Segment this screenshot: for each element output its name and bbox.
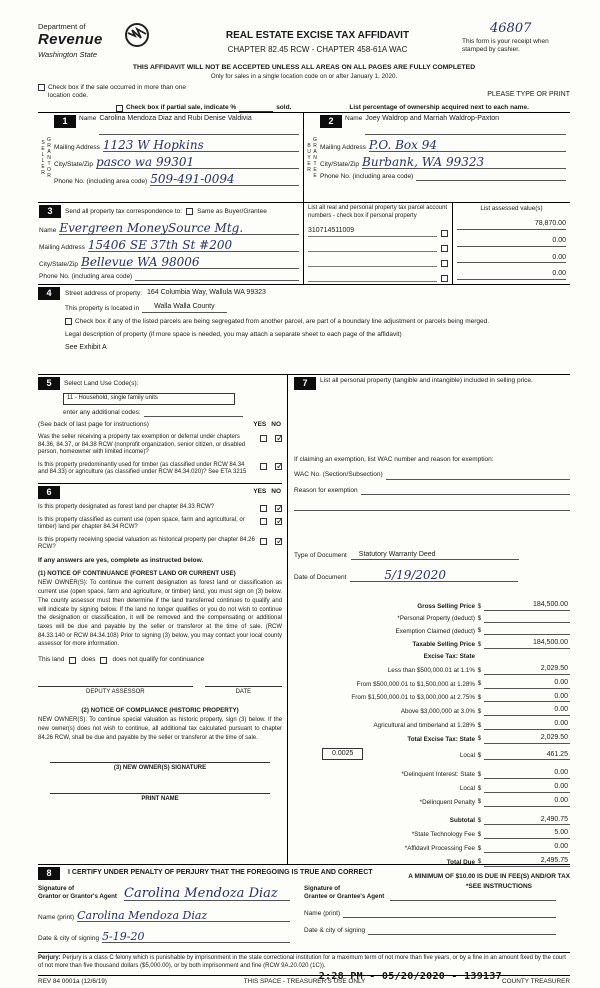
buyer-phone-label: Phone No. (including area code) (320, 173, 414, 181)
washington-state-label: Washington State (38, 50, 98, 60)
assessed-value-4[interactable]: 0.00 (457, 270, 566, 280)
seller-mailing-input[interactable]: 1123 W Hopkins (103, 139, 299, 152)
dollar-sign: $ (477, 798, 482, 806)
parcel-number-input-2[interactable] (308, 244, 437, 252)
dollar-sign: $ (477, 735, 482, 743)
dollar-sign: $ (477, 844, 482, 852)
seller-city-label: City/State/Zip (54, 161, 94, 169)
buyer-mailing-input[interactable]: P.O. Box 94 (369, 139, 566, 152)
assessed-value-3[interactable]: 0.00 (457, 254, 566, 264)
buyer-city-label: City/State/Zip (320, 161, 360, 169)
grantor-signature-input[interactable]: Carolina Mendoza Diaz (124, 887, 290, 901)
notice-compliance-text: NEW OWNER(S): To continue special valuation as historic property, sign (3) below. If the new owner(s) does not wish to continue, all additional tax calculated pursuant to chapter 84.26 RCW, shall be due and payable by the seller or transferor at the time of sale. (38, 717, 283, 741)
assessor-date-line[interactable] (205, 686, 282, 687)
buyer-name-input[interactable]: Joey Waldrop and Marriah Waldrop-Paxton (365, 115, 566, 135)
dollar-sign: $ (477, 694, 482, 702)
tier1-row (294, 665, 570, 675)
department-of-label: Department of (38, 22, 86, 31)
grantor-certification-column (38, 885, 304, 943)
rev-number: REV 84 0001a (12/6/19) (38, 978, 107, 986)
buyer-mailing-label: Mailing Address (320, 144, 366, 152)
warning-line: THIS AFFIDAVIT WILL NOT BE ACCEPTED UNLESS ALL AREAS ON ALL PAGES ARE FULLY COMPLETED (132, 64, 476, 71)
partial-sale-label: Check box if partial sale, indicate % (126, 104, 237, 112)
seller-name-label: Name (79, 115, 97, 123)
grantee-name-print-label: Name (print) (304, 909, 341, 917)
agency-block (38, 22, 173, 60)
subtotal-row (294, 816, 570, 826)
located-county-value[interactable]: Walla Walla County (142, 303, 227, 313)
assessed-header-label: List assessed value(s) (480, 205, 543, 213)
total-due-label: Total Due (446, 858, 475, 866)
state-technology-fee-row (294, 829, 570, 839)
state-technology-fee-label: *State Technology Fee (411, 831, 475, 839)
notice-continuance-text: NEW OWNER(S): To continue the current designation as forest land or classification as current use (open space, farm and agriculture, or timber) land, you must sign on (3) below. The county assessor must then determine if the land transferred continues to qualify and will indicate by signing below. If the land no longer qualifies or you do not wish to continue the designation or classification, it will be removed and the compensating or additional taxes will be due and payable by the seller or transferor at the time of sale. (RCW 84.33.140 or RCW 84.34.108) Prior to signing (3) below, you may contact your local county assessor for more information. (38, 580, 283, 648)
agland-row (294, 720, 570, 730)
local-tax-row (294, 748, 570, 761)
perjury-text: Perjury is a class C felony which is punishable by imprisonment in the state correctional institution for a maximum term of not more than five years, or by a fine in an amount fixed by the court of not more than five thousand dollars ($5,000.00), or by both imprisonment and fine (RCW 9A.20.020 (1C)). (38, 955, 566, 969)
dollar-sign: $ (477, 721, 482, 729)
does-not-label: does not qualify for continuance (112, 655, 205, 663)
dollar-sign: $ (477, 641, 482, 649)
land-use-select[interactable]: 11 - Household, single family units (63, 393, 235, 405)
receipt-block (462, 22, 570, 54)
seller-phone-input[interactable]: 509-491-0094 (150, 173, 299, 186)
parcel-number-input-3[interactable] (308, 259, 437, 267)
timber-question: Is this property predominantly used for timber (as classified under RCW 84.34 and 84.33) or agriculture (as classified under RCW 84.34.020)? See ETA 3215 (38, 461, 247, 476)
yes-header: YES (253, 420, 267, 428)
dollar-sign: $ (477, 603, 482, 611)
legal-description-value[interactable]: See Exhibit A (65, 344, 107, 352)
subtotal-label: Subtotal (449, 817, 475, 825)
delinquent-penalty-row (294, 797, 570, 807)
multi-location-checkbox[interactable] (38, 84, 45, 91)
correspondence-phone-input[interactable] (135, 273, 299, 281)
located-in-label: This property is located in (65, 304, 140, 312)
this-land-label: This land (38, 655, 65, 663)
street-address-label: Street address of property: (65, 289, 142, 297)
local-tax-value[interactable]: 461.25 (484, 751, 570, 761)
does-label: does (81, 655, 96, 663)
gross-selling-price-row (294, 601, 570, 611)
subtotal-value[interactable]: 2,490.75 (484, 816, 570, 826)
dollar-sign: $ (477, 784, 482, 792)
seller-role-word: SELLER (40, 139, 46, 176)
section-number-3: 3 (39, 205, 61, 218)
personal-property-title: List all personal property (tangible and intangible) included in selling price. (320, 377, 533, 385)
segregated-label: Check box if any of the listed parcels are being segregated from another parcel, are part of a boundary line adjustment or parcels being merged. (75, 318, 490, 326)
tier2-row (294, 679, 570, 689)
exemption-claimed-label: Exemption Claimed (deduct) (395, 627, 475, 635)
tier4-row (294, 706, 570, 716)
perjury-statement (38, 952, 570, 970)
revenue-wordmark: Revenue (38, 31, 103, 49)
buyer-vertical-label (305, 115, 318, 200)
parties-section (38, 112, 570, 202)
print-name-line[interactable] (50, 793, 270, 794)
send-correspondence-label: Send all property tax correspondence to: (65, 207, 183, 215)
total-excise-state-value[interactable]: 2,029.50 (484, 734, 570, 744)
exemption-no-checkbox[interactable] (275, 435, 282, 442)
grantee-signature-input[interactable] (390, 887, 556, 901)
correspondence-city-input[interactable]: Bellevue WA 98006 (81, 256, 299, 269)
correspondence-city-label: City/State/Zip (39, 261, 79, 269)
doc-type-label: Type of Document (294, 552, 347, 560)
total-due-value[interactable]: 2,495.75 (484, 857, 570, 867)
no-header-2: NO (271, 488, 282, 496)
section-number-4: 4 (38, 287, 60, 300)
notice-compliance-title: (2) NOTICE OF COMPLIANCE (HISTORIC PROPERTY) (81, 706, 239, 714)
grantor-name-print-label: Name (print) (38, 913, 75, 921)
assessed-value-2[interactable]: 0.00 (457, 237, 566, 247)
affidavit-processing-fee-label: *Affidavit Processing Fee (404, 844, 475, 852)
exemption-reason-label: Reason for exemption (294, 486, 358, 494)
print-name-block (50, 793, 270, 804)
exemption-yes-checkbox[interactable] (260, 435, 267, 442)
forest-question: Is this property designated as forest land per chapter 84.33 RCW? (38, 503, 215, 510)
delinquent-interest-state-row (294, 769, 570, 779)
form-header (38, 22, 570, 62)
tier3-value[interactable]: 0.00 (484, 693, 570, 703)
property-section (38, 284, 570, 374)
perjury-label: Perjury: (38, 955, 61, 962)
dollar-sign: $ (477, 830, 482, 838)
additional-codes-input[interactable] (144, 409, 243, 417)
timber-no-checkbox[interactable] (275, 463, 282, 470)
buyer-name-label: Name (345, 115, 363, 123)
doc-type-value[interactable]: Statutory Warranty Deed (351, 551, 519, 561)
tier3-label: From $1,500,000.01 to $3,000,000 at 2.75% (351, 694, 475, 702)
parcel-row-3 (308, 259, 448, 267)
grantor-signature-label-1: Signature of (38, 885, 75, 893)
new-owner-signature-label: (3) NEW OWNER(S) SIGNATURE (113, 765, 207, 772)
exemption-claimed-value[interactable] (484, 627, 570, 635)
parcel-number-input-4[interactable] (308, 274, 437, 282)
section-number-8: 8 (38, 867, 60, 880)
exemption-reason-input[interactable] (361, 487, 570, 495)
current-use-no-checkbox[interactable] (275, 518, 282, 525)
additional-codes-label: enter any additional codes: (63, 408, 141, 416)
dollar-sign: $ (477, 680, 482, 688)
correspondence-mailing-label: Mailing Address (39, 244, 85, 252)
partial-sale-checkbox[interactable] (116, 105, 123, 112)
current-use-question: Is this property classified as current use (open space, farm and agricultural, or timber) land per chapter 84.34 RCW? (38, 516, 245, 531)
same-as-buyer-checkbox[interactable] (186, 208, 193, 215)
grantor-date-city-input[interactable]: 5-19-20 (102, 931, 290, 943)
grantee-role-word: GRANTEE (312, 136, 318, 179)
seller-vertical-label (39, 115, 52, 200)
historic-question-row (38, 537, 282, 552)
continuance-qualify-row (38, 656, 282, 664)
local-rate-box[interactable]: 0.0025 (322, 748, 363, 761)
dollar-sign: $ (477, 752, 482, 760)
doc-date-label: Date of Document (294, 574, 347, 582)
current-use-question-row (38, 517, 282, 532)
parcel-number-input-1[interactable]: 310714511009 (308, 227, 437, 237)
does-not-checkbox[interactable] (100, 657, 107, 664)
grantor-role-word: GRANTOR (46, 136, 52, 179)
affidavit-processing-fee-value[interactable]: 0.00 (484, 843, 570, 853)
deputy-assessor-signature-line[interactable] (38, 686, 193, 687)
agland-label: Agricultural and timberland at 1.28% (373, 721, 475, 729)
exemption-reason-input-2[interactable] (294, 502, 570, 511)
grantee-signature-label-1: Signature of (304, 885, 341, 893)
personal-property-deduct-value[interactable] (484, 615, 570, 623)
tax-computation (294, 592, 570, 893)
wac-number-label: WAC No. (Section/Subsection) (294, 471, 383, 479)
partial-sale-row (38, 101, 570, 112)
see-instructions-note: *SEE INSTRUCTIONS (465, 882, 532, 890)
minimum-due-note: A MINIMUM OF $10.00 IS DUE IN FEE(S) AND/OR TAX (408, 872, 570, 880)
historic-yes-checkbox[interactable] (260, 538, 267, 545)
state-technology-fee-value[interactable]: 5.00 (484, 829, 570, 839)
current-use-yes-checkbox[interactable] (260, 518, 267, 525)
title-block (173, 22, 462, 55)
exemption-question-row (38, 434, 282, 457)
buyer-section (304, 113, 570, 202)
section-number-5: 5 (38, 377, 60, 390)
dollar-sign: $ (477, 666, 482, 674)
no-header: NO (271, 420, 282, 428)
form-title: REAL ESTATE EXCISE TAX AFFIDAVIT (225, 30, 410, 41)
land-use-section (38, 377, 282, 476)
correspondence-name-label: Name (39, 227, 57, 235)
dollar-sign: $ (477, 817, 482, 825)
grantor-signature-label-2: Grantor or Grantor's Agent (38, 893, 117, 901)
tier1-label: Less than $500,000.01 at 1.1% (387, 666, 475, 674)
buyer-phone-input[interactable] (416, 173, 566, 181)
historic-question: Is this property receiving special valuation as historical property per chapter 84.26 RCW? (38, 536, 255, 551)
buyer-role-word: BUYER (306, 142, 312, 173)
assessor-signature-row (38, 686, 282, 697)
new-owner-signature-block (50, 762, 270, 773)
total-excise-state-label: Total Excise Tax: State (407, 735, 475, 743)
gross-selling-price-label: Gross Selling Price (417, 603, 475, 611)
timber-question-row (38, 462, 282, 477)
same-as-buyer-label: Same as Buyer/Grantee (197, 207, 267, 215)
see-back-note: (See back of last page for instructions) (38, 420, 149, 428)
tier2-label: From $500,000.01 to $1,500,000 at 1.28% (356, 680, 475, 688)
does-checkbox[interactable] (69, 657, 76, 664)
gross-selling-price-value[interactable]: 184,500.00 (484, 601, 570, 611)
grantee-date-city-input[interactable] (368, 927, 556, 935)
county-treasurer-label: COUNTY TREASURER (502, 978, 570, 986)
please-type-or-print-label: PLEASE TYPE OR PRINT (487, 90, 570, 98)
excise-tax-state-header: Excise Tax: State (423, 653, 475, 661)
parcel-row-1 (308, 227, 448, 237)
partial-sale-sold-label: sold. (276, 104, 292, 112)
delinquent-interest-state-label: *Delinquent Interest: State (401, 771, 475, 779)
personal-property-deduct-label: *Personal Property (deduct) (397, 615, 475, 623)
taxable-selling-price-row (294, 639, 570, 649)
tier4-value[interactable]: 0.00 (484, 706, 570, 716)
delinquent-interest-local-label: Local (459, 784, 475, 792)
grantee-date-city-label: Date & city of signing (304, 926, 366, 934)
seller-mailing-label: Mailing Address (54, 144, 100, 152)
dollar-sign: $ (477, 627, 482, 635)
grantee-signature-label-2: Grantee or Grantee's Agent (304, 893, 385, 901)
dollar-sign: $ (477, 770, 482, 778)
historic-no-checkbox[interactable] (275, 538, 282, 545)
revenue-logo-icon (124, 22, 150, 51)
forest-yes-checkbox[interactable] (260, 505, 267, 512)
total-excise-state-row (294, 734, 570, 744)
if-yes-note: If any answers are yes, complete as instructed below. (38, 556, 204, 564)
agland-value[interactable]: 0.00 (484, 720, 570, 730)
personal-property-deduct-row (294, 615, 570, 623)
tier2-value[interactable]: 0.00 (484, 679, 570, 689)
grantor-date-city-label: Date & city of signing (38, 934, 100, 942)
section-number-1: 1 (54, 115, 76, 128)
dollar-sign: $ (477, 707, 482, 715)
taxable-selling-price-label: Taxable Selling Price (412, 641, 475, 649)
tier3-row (294, 693, 570, 703)
personal-property-checkbox-3[interactable] (441, 260, 448, 267)
receipt-note: This form is your receipt when stamped by cashier. (462, 38, 549, 54)
excise-tax-state-header-row (294, 653, 570, 661)
parcel-row-4 (308, 274, 448, 282)
exemption-question: Was the seller receiving a property tax exemption or deferral under chapters 84.36, 84.37, or 84.38 RCW (nonprofit organization, senior citizen, or disabled person, homeowner with limited income)? (38, 434, 246, 456)
ownership-percent-note: List percentage of ownership acquired next to each name. (349, 104, 529, 112)
timber-yes-checkbox[interactable] (260, 463, 267, 470)
delinquent-penalty-value[interactable]: 0.00 (484, 797, 570, 807)
partial-sale-percent-input[interactable] (239, 104, 273, 112)
dollar-sign: $ (477, 615, 482, 623)
multi-location-label: Check box if the sale occurred in more than one location code. (48, 84, 187, 100)
exemption-claim-note: If claiming an exemption, list WAC number and reason for exemption: (294, 456, 494, 464)
grantor-name-print-input[interactable]: Carolina Mendoza Diaz (77, 910, 290, 922)
land-use-title: Select Land Use Code(s): (64, 379, 139, 387)
section-number-2: 2 (320, 115, 342, 128)
delinquent-interest-local-row (294, 783, 570, 793)
yes-header-2: YES (253, 488, 267, 496)
local-tax-label: Local (459, 752, 475, 760)
location-code-row (38, 84, 570, 99)
delinquent-penalty-label: *Delinquent Penalty (419, 798, 475, 806)
tier4-label: Above $3,000,000 at 3.0% (400, 708, 475, 716)
assessed-value-1[interactable]: 78,870.00 (457, 220, 566, 230)
notice-continuance-title: (1) NOTICE OF CONTINUANCE (FOREST LAND OR CURRENT USE) (38, 569, 236, 577)
forest-question-row (38, 504, 282, 512)
affidavit-processing-fee-row (294, 843, 570, 853)
segregated-checkbox[interactable] (65, 318, 72, 325)
single-location-note: Only for sales in a single location code on or after January 1, 2020. (210, 73, 398, 81)
personal-property-checkbox-1[interactable] (441, 230, 448, 237)
doc-date-value[interactable]: 5/19/2020 (350, 569, 518, 582)
forest-no-checkbox[interactable] (275, 505, 282, 512)
correspondence-name-input[interactable]: Evergreen MoneySource Mtg. (59, 222, 299, 235)
grantee-certification-column (304, 885, 570, 943)
dollar-sign: $ (477, 858, 482, 866)
delinquent-interest-state-value[interactable]: 0.00 (484, 769, 570, 779)
correspondence-mailing-input[interactable]: 15406 SE 37th St #200 (88, 239, 299, 252)
classification-section (38, 483, 282, 804)
buyer-city-input[interactable]: Burbank, WA 99323 (362, 156, 566, 169)
seller-section (38, 113, 304, 202)
grantee-name-print-input[interactable] (343, 910, 556, 918)
seller-name-input[interactable]: Carolina Mendoza Diaz and Rubi Denise Valdivia (99, 115, 299, 135)
handwritten-form-number: 46807 (490, 21, 532, 36)
form-chapter: CHAPTER 82.45 RCW - CHAPTER 458-61A WAC (227, 44, 408, 54)
deputy-assessor-label: DEPUTY ASSESSOR (86, 689, 145, 696)
new-owner-signature-line[interactable] (50, 762, 270, 763)
wac-number-input[interactable] (386, 472, 570, 480)
certify-statement: I CERTIFY UNDER PENALTY OF PERJURY THAT THE FOREGOING IS TRUE AND CORRECT (68, 869, 373, 877)
print-name-label: PRINT NAME (141, 795, 179, 802)
delinquent-interest-local-value[interactable]: 0.00 (484, 783, 570, 793)
personal-property-checkbox-2[interactable] (441, 245, 448, 252)
total-due-row (294, 857, 570, 867)
assessor-date-label: DATE (235, 689, 252, 696)
correspondence-phone-label: Phone No. (including area code) (39, 273, 133, 281)
personal-property-checkbox-4[interactable] (441, 275, 448, 282)
legal-description-label: Legal description of property (if more space is needed, you may attach a separate sheet to each page of the affidavit) (65, 331, 402, 339)
street-address-value[interactable]: 164 Columbia Way, Wallula WA 99323 (146, 289, 266, 297)
correspondence-section (38, 202, 570, 284)
section-number-6: 6 (38, 486, 60, 499)
taxable-selling-price-value[interactable]: 184,500.00 (484, 639, 570, 649)
section-number-7: 7 (294, 377, 316, 390)
treasurer-space-label: THIS SPACE - TREASURER'S USE ONLY (243, 978, 366, 986)
treasurer-timestamp-stamp: 2:28 PM - 05/20/2020 - 139137 (318, 970, 502, 982)
parcel-header-label: List all real and personal property tax parcel account numbers - check box if personal property (308, 205, 448, 219)
seller-phone-label: Phone No. (including area code) (54, 178, 148, 186)
parcel-row-2 (308, 244, 448, 252)
tier1-value[interactable]: 2,029.50 (484, 665, 570, 675)
exemption-claimed-row (294, 627, 570, 635)
seller-city-input[interactable]: pasco wa 99301 (96, 156, 299, 169)
